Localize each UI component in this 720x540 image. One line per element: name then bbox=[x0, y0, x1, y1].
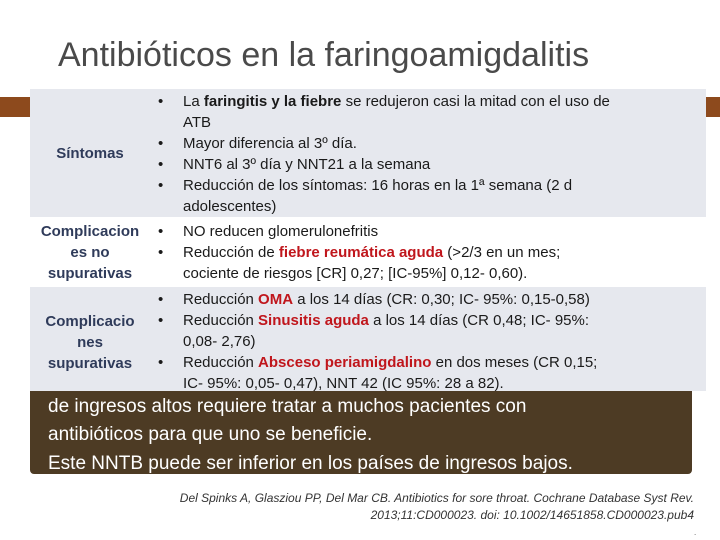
bullet-text: NNT6 al 3º día y NNT21 a la semana bbox=[183, 156, 431, 173]
bullet-marker: • bbox=[158, 354, 164, 371]
footer-mark: . bbox=[694, 528, 697, 537]
table-row-suppurative bbox=[30, 287, 706, 391]
row-label-suppurative: Complicacio nes supurativas bbox=[45, 313, 135, 372]
bullet-text-cont: cociente de riesgos [CR] 0,27; [IC-95%] 0,12- 0,60). bbox=[183, 265, 528, 282]
bullet-marker: • bbox=[158, 135, 164, 152]
bullet-text: Reducción OMA a los 14 días (CR: 0,30; IC- 95%: 0,15-0,58) bbox=[183, 291, 590, 308]
bullet-text: Reducción Absceso periamigdalino en dos meses (CR 0,15; bbox=[183, 354, 598, 371]
bullet-text: NO reducen glomerulonefritis bbox=[183, 223, 379, 240]
bullet-text: Mayor diferencia al 3º día. bbox=[183, 135, 357, 152]
table-row-non-suppurative bbox=[30, 217, 706, 287]
bullet-text-cont: ATB bbox=[183, 114, 212, 131]
bullet-marker: • bbox=[158, 223, 164, 240]
bullet-text: Reducción de fiebre reumática aguda (>2/3 en un mes; bbox=[183, 244, 561, 261]
bullet-marker: • bbox=[158, 177, 164, 194]
summary-line-2: antibióticos para que uno se beneficie. bbox=[48, 424, 373, 445]
summary-line-3: Este NNTB puede ser inferior en los países de ingresos bajos. bbox=[48, 453, 573, 474]
bullet-marker: • bbox=[158, 312, 164, 329]
table-row-symptoms bbox=[30, 89, 706, 217]
bullet-marker: • bbox=[158, 156, 164, 173]
row-label-non-suppurative: Complicacion es no supurativas bbox=[40, 223, 140, 282]
slide-title: Antibióticos en la faringoamigdalitis bbox=[58, 36, 590, 74]
row-label-symptoms: Síntomas bbox=[56, 145, 124, 162]
bullet-marker: • bbox=[158, 244, 164, 261]
bullet-text-cont: IC- 95%: 0,05- 0,47), NNT 42 (IC 95%: 28 a 82). bbox=[183, 375, 504, 392]
summary-line-1: de ingresos altos requiere tratar a muchos pacientes con bbox=[48, 396, 527, 417]
bullet-text: La faringitis y la fiebre se redujeron casi la mitad con el uso de bbox=[183, 93, 610, 110]
bullet-text-cont: 0,08- 2,76) bbox=[183, 333, 256, 350]
bullet-text-cont: adolescentes) bbox=[183, 198, 277, 215]
evidence-table bbox=[30, 89, 706, 391]
citation: Del Spinks A, Glasziou PP, Del Mar CB. Antibiotics for sore throat. Cochrane Database Syst Rev. 2013;11:CD000023. doi: 10.1002/14651858.CD000023.pub4 bbox=[179, 491, 694, 522]
bullet-text: Reducción Sinusitis aguda a los 14 días (CR 0,48; IC- 95%: bbox=[183, 312, 590, 329]
bullet-marker: • bbox=[158, 291, 164, 308]
bullet-marker: • bbox=[158, 93, 164, 110]
bullet-text: Reducción de los síntomas: 16 horas en la 1ª semana (2 d bbox=[183, 177, 573, 194]
